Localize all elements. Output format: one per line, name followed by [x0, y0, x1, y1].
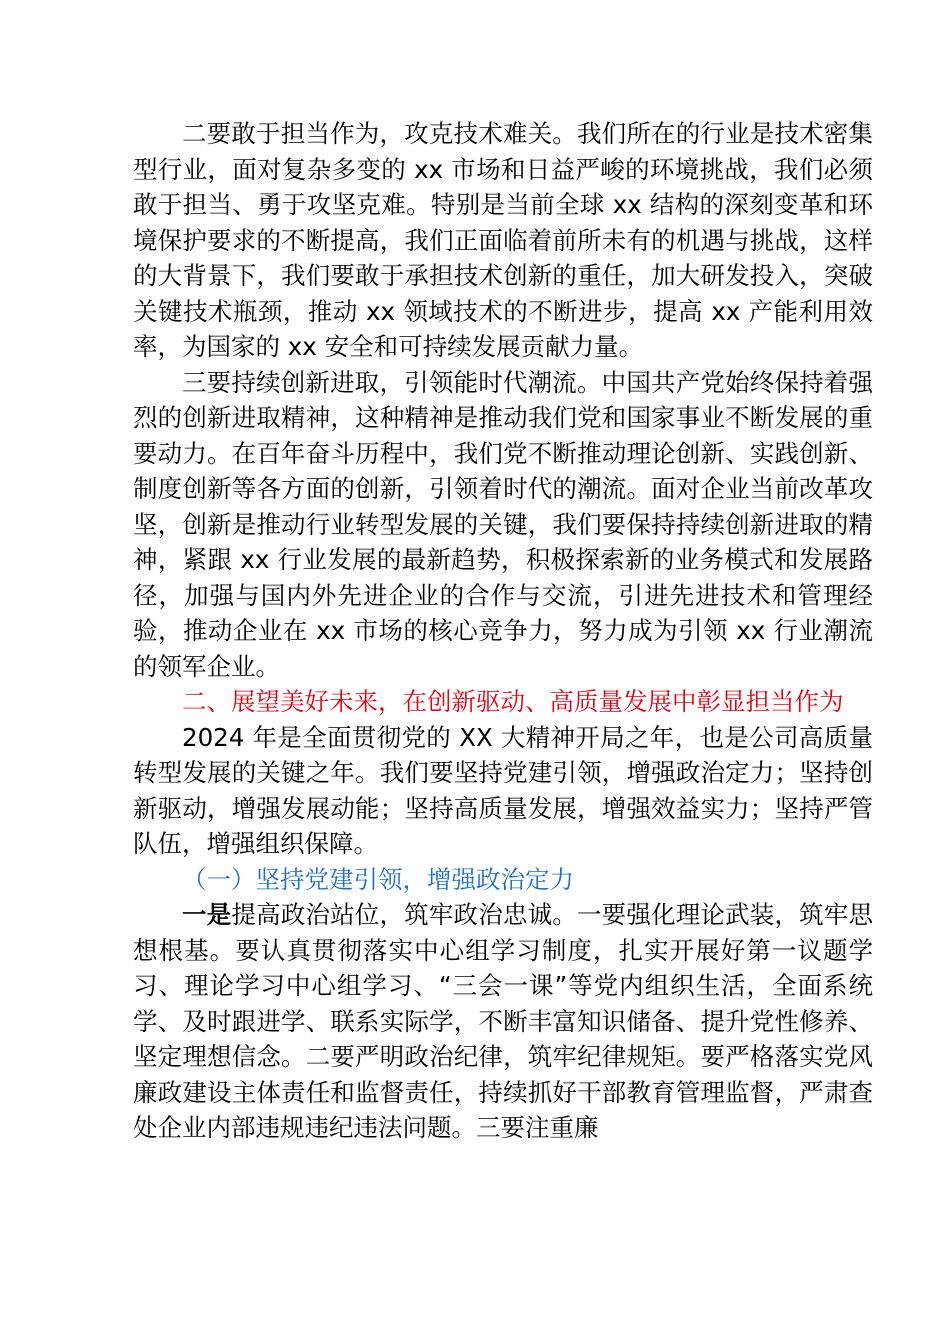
document-page — [133, 116, 873, 1146]
section-heading-two: 二、展望美好未来，在创新驱动、高质量发展中彰显担当作为 — [182, 687, 844, 716]
paragraph-tech-responsibility: 二要敢于担当作为，攻克技术难关。我们所在的行业是技术密集型行业，面对复杂多变的 xx 市场和日益严峻的环境挑战，我们必须敢于担当、勇于攻坚克难。特别是当前全球 xx 结构的深刻变革和环境保护要求的不断提高，我们正面临着前所未有的机遇与挑战，这样的大背景下，我们要敢于承担技术创新的重任，加大研发投入，突破关键技术瓶颈，推动 xx 领域技术的不断进步，提高 xx 产能利用效率，为国家的 xx 安全和可持续发展贡献力量。 — [133, 119, 873, 361]
paragraph-lead: 一是 — [182, 900, 232, 929]
paragraph-body: 提高政治站位，筑牢政治忠诚。一要强化理论武装，筑牢思想根基。要认真贯彻落实中心组学习制度，扎实开展好第一议题学习、理论学习中心组学习、“三会一课”等党内组织生活，全面系统学、及时跟进学、联系实际学，不断丰富知识储备、提升党性修养、坚定理想信念。二要严明政治纪律，筑牢纪律规矩。要严格落实党风廉政建设主体责任和监督责任，持续抓好干部教育管理监督，严肃查处企业内部违规违纪违法问题。三要注重廉 — [133, 900, 874, 1142]
paragraph-2024-overview: 2024 年是全面贯彻党的 XX 大精神开局之年，也是公司高质量转型发展的关键之年。我们要坚持党建引领，增强政治定力；坚持创新驱动，增强发展动能；坚持高质量发展，增强效益实力；坚持严管队伍，增强组织保障。 — [133, 722, 873, 858]
subheading-party-building: （一）坚持党建引领，增强政治定力 — [182, 864, 574, 894]
paragraph-political-stance — [133, 897, 873, 1146]
paragraph-innovation: 三要持续创新进取，引领能时代潮流。中国共产党始终保持着强烈的创新进取精神，这种精神是推动我们党和国家事业不断发展的重要动力。在百年奋斗历程中，我们党不断推动理论创新、实践创新、制度创新等各方面的创新，引领着时代的潮流。面对企业当前改革攻坚，创新是推动行业转型发展的关键，我们要保持持续创新进取的精神，紧跟 xx 行业发展的最新趋势，积极探索新的业务模式和发展路径，加强与国内外先进企业的合作与交流，引进先进技术和管理经验，推动企业在 xx 市场的核心竞争力，努力成为引领 xx 行业潮流的领军企业。 — [133, 367, 873, 681]
